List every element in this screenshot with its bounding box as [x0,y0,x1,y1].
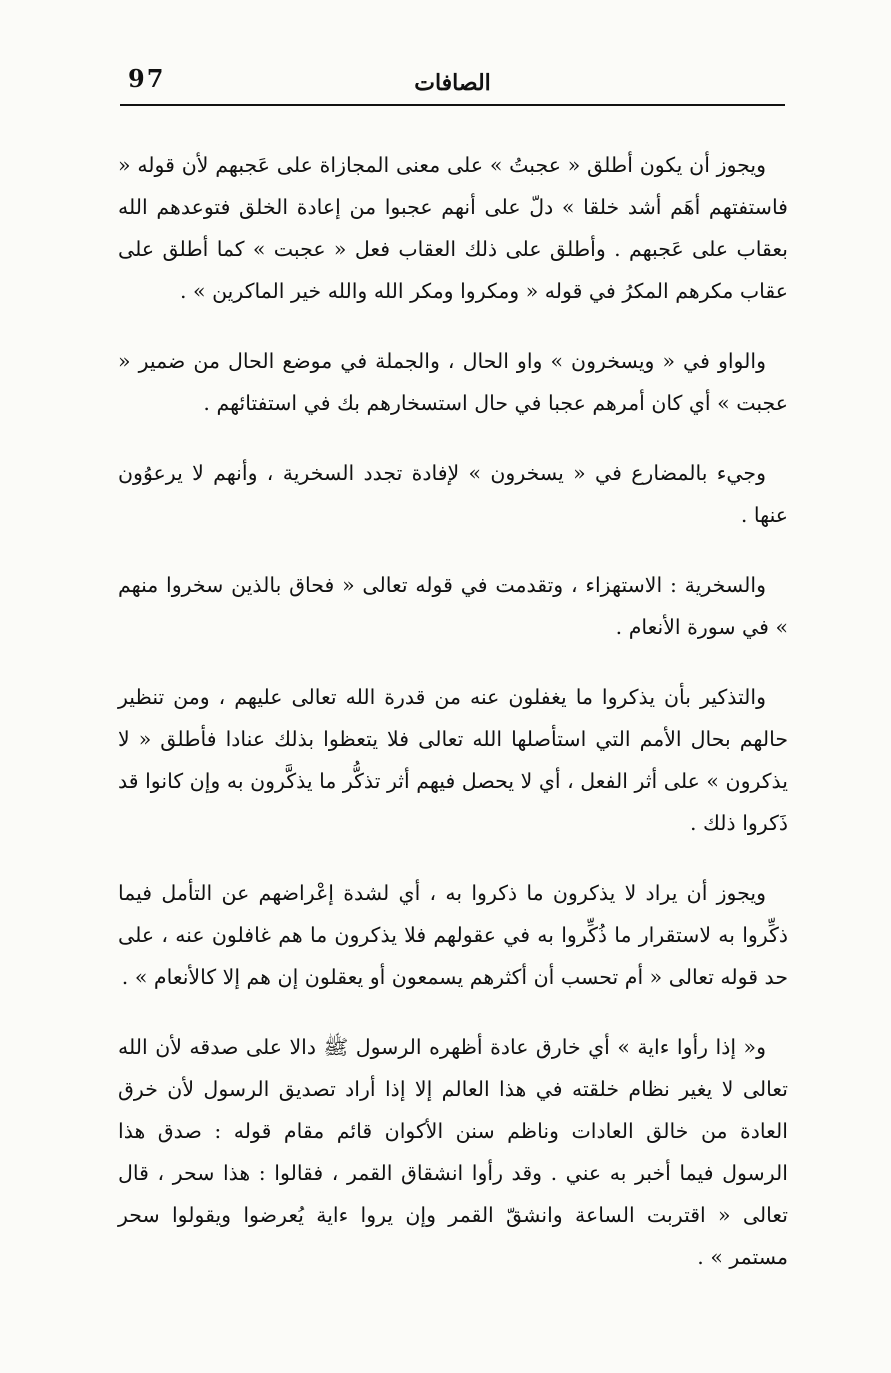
paragraph: والسخرية : الاستهزاء ، وتقدمت في قوله تعالى « فحاق بالذين سخروا منهم » في سورة الأنعام . [118,573,788,639]
page-header [120,62,785,108]
page-body [118,144,788,1306]
paragraph: وجيء بالمضارع في « يسخرون » لإفادة تجدد السخرية ، وأنهم لا يرعوُون عنها . [118,461,788,527]
paragraph: والتذكير بأن يذكروا ما يغفلون عنه من قدرة الله تعالى عليهم ، ومن تنظير حالهم بحال الأمم التي استأصلها الله تعالى فلا يتعظوا بذلك عنادا فأطلق « لا يذكرون » على أثر الفعل ، أي لا يحصل فيهم أثر تذكُّر ما يذكَّرون به وإن كانوا قد ذَكروا ذلك . [118,685,788,835]
paragraph: والواو في « ويسخرون » واو الحال ، والجملة في موضع الحال من ضمير « عجبت » أي كان أمرهم عجبا في حال استسخارهم بك في استفتائهم . [118,349,788,415]
header-rule [120,104,785,106]
paragraph: و« إذا رأوا ءاية » أي خارق عادة أظهره الرسول ﷺ دالا على صدقه لأن الله تعالى لا يغير نظام خلقته في هذا العالم إلا إذا أراد تصديق الرسول لأن خرق العادة من خالق العادات وناظم سنن الأكوان قائم مقام قوله : صدق هذا الرسول فيما أخبر به عني . وقد رأوا انشقاق القمر ، فقالوا : هذا سحر ، قال تعالى « اقتربت الساعة وانشقّ القمر وإن يروا ءاية يُعرضوا ويقولوا سحر مستمر » . [118,1035,788,1269]
running-title: الصافات [414,70,491,96]
paragraph: ويجوز أن يراد لا يذكرون ما ذكروا به ، أي لشدة إعْراضهم عن التأمل فيما ذكِّروا به لاستقرار ما ذُكِّروا به في عقولهم فلا يذكرون ما هم غافلون عنه ، على حد قوله تعالى « أم تحسب أن أكثرهم يسمعون أو يعقلون إن هم إلا كالأنعام » . [118,881,788,989]
paragraph: ويجوز أن يكون أطلق « عجبتُ » على معنى المجازاة على عَجبهم لأن قوله « فاستفتهم أهَم أشد خلقا » دلّ على أنهم عجبوا من إعادة الخلق فتوعدهم الله بعقاب على عَجبهم . وأطلق على ذلك العقاب فعل « عجبت » كما أطلق على عقاب مكرهم المكرُ في قوله « ومكروا ومكر الله والله خير الماكرين » . [118,153,788,303]
page-number: 97 [128,64,166,93]
